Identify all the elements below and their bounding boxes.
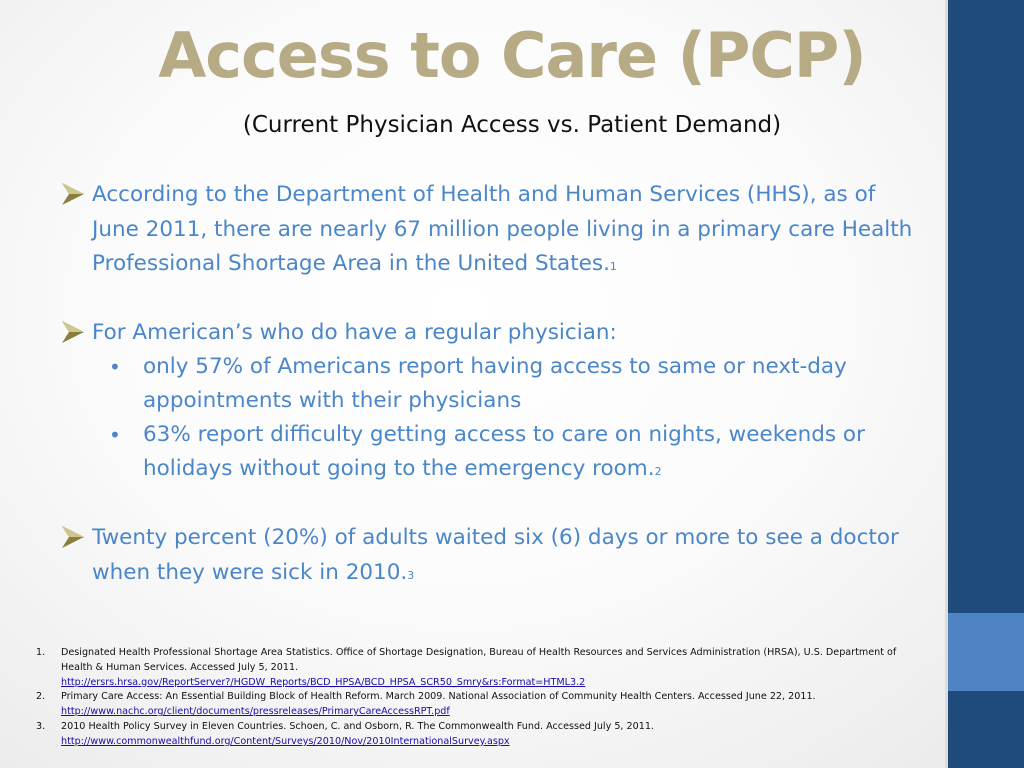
reference-marker: 1 xyxy=(609,260,617,273)
footnote-text: Designated Health Professional Shortage Area Statistics. Office of Shortage Designation, Bureau of Health Resources and Services Administration (HRSA), U.S. Department of Health & Human Services. Accessed July 5, 2011. xyxy=(61,647,897,673)
sub-bullet-access: • only 57% of Americans report having access to same or next-day appointments with their physicians xyxy=(143,350,923,418)
arrow-bullet-icon xyxy=(60,524,86,550)
bullet-text: Twenty percent (20%) of adults waited six (6) days or more to see a doctor when they were sick in 2010.3 xyxy=(92,525,899,585)
footnote-item xyxy=(36,646,916,690)
dot-bullet-icon: • xyxy=(109,355,121,379)
footnote-item xyxy=(36,690,916,720)
slide-subtitle: (Current Physician Access vs. Patient Demand) xyxy=(242,112,782,138)
sub-bullet-difficulty: • 63% report difficulty getting access to care on nights, weekends or holidays without going to the emergency room.2 xyxy=(143,418,923,489)
bullet-text: According to the Department of Health and Human Services (HHS), as of June 2011, there are nearly 67 million people living in a primary care Health Professional Shortage Area in the United States.1 xyxy=(92,182,913,276)
bullet-text: For American’s who do have a regular physician: xyxy=(92,320,617,345)
footnote-link[interactable]: http://www.nachc.org/client/documents/pressreleases/PrimaryCareAccessRPT.pdf xyxy=(61,706,450,718)
footnote-number: 3. xyxy=(36,720,46,732)
decorative-sidebar-accent xyxy=(948,613,1024,691)
reference-marker: 2 xyxy=(654,465,662,478)
footnote-text: Primary Care Access: An Essential Building Block of Health Reform. March 2009. National Association of Community Health Centers. Accessed June 22, 2011. xyxy=(61,691,816,703)
footnote-item xyxy=(36,720,916,750)
arrow-bullet-icon xyxy=(60,319,86,345)
arrow-bullet-icon xyxy=(60,181,86,207)
footnote-text: 2010 Health Policy Survey in Eleven Countries. Schoen, C. and Osborn, R. The Commonwealth Fund. Accessed July 5, 2011. xyxy=(61,720,654,732)
reference-marker: 3 xyxy=(407,568,415,582)
footnote-number: 2. xyxy=(36,691,46,703)
footnote-link[interactable]: http://ersrs.hrsa.gov/ReportServer?/HGDW_Reports/BCD_HPSA/BCD_HPSA_SCR50_Smry&rs:Format=HTML3.2 xyxy=(61,676,586,688)
footnote-number: 1. xyxy=(36,647,46,658)
slide-title: Access to Care (PCP) xyxy=(158,19,866,92)
dot-bullet-icon: • xyxy=(109,423,121,447)
footnote-link[interactable]: http://www.commonwealthfund.org/Content/Surveys/2010/Nov/2010InternationalSurvey.aspx xyxy=(61,735,510,747)
footnotes xyxy=(36,646,916,750)
